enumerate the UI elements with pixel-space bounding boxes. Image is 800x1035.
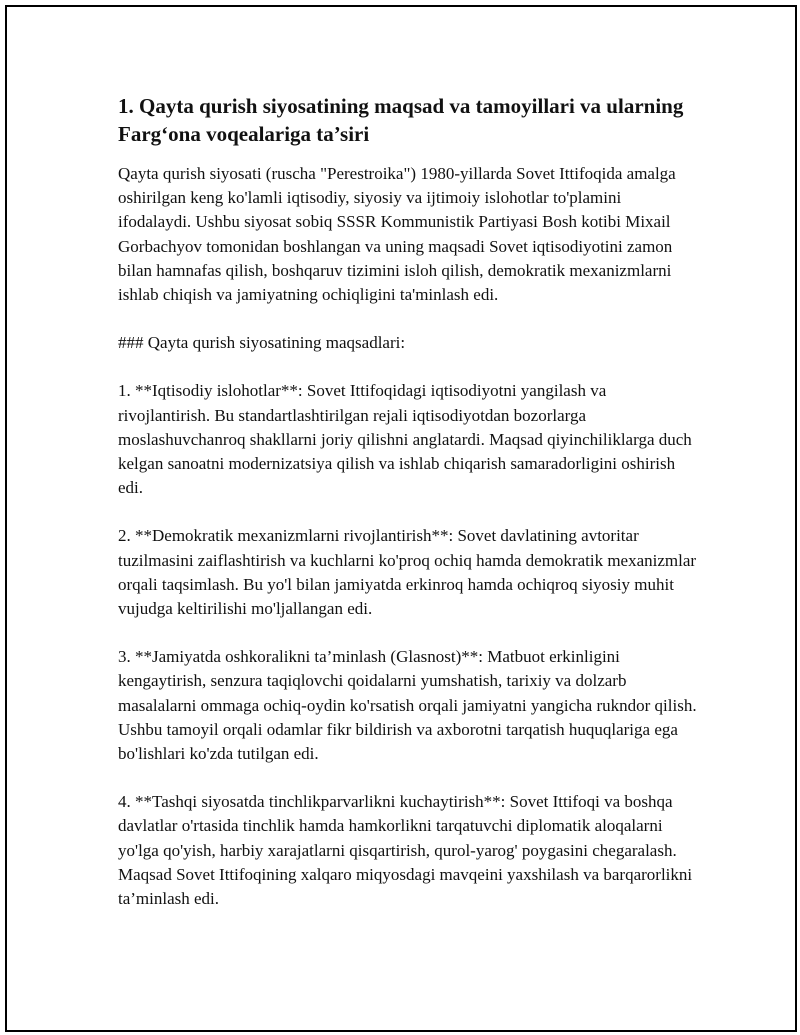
document-title: 1. Qayta qurish siyosatining maqsad va tamoyillari va ularning Farg‘ona voqealariga ta’siri (118, 94, 684, 146)
section-heading-paragraph: ### Qayta qurish siyosatining maqsadlari: (118, 333, 406, 353)
document-body (118, 92, 698, 935)
goal-1-paragraph: 1. **Iqtisodiy islohotlar**: Sovet Ittifoqidagi iqtisodiyotni yangilash va rivojlantirish. Bu standartlashtirilgan rejali iqtisodiyotdan bozorlarga moslashuvchanroq shakllarni joriy qilishni anglatardi. Maqsad qiyinchiliklarga duch kelgan sanoatni modernizatsiya qilish va ishlab chiqarish samaradorligini oshirish edi. (118, 381, 692, 498)
goal-3-paragraph: 3. **Jamiyatda oshkoralikni ta’minlash (Glasnost)**: Matbuot erkinligini kengaytirish, senzura taqiqlovchi qoidalarni yumshatish, tarixiy va dolzarb masalalarni ommaga ochiq-oydin ko'rsatish orqali jamiyatni yangicha rukndor qilish. Ushbu tamoyil orqali odamlar fikr bildirish va axborotni tarqatish huquqlariga ega bo'lishlari ko'zda tutilgan edi. (118, 647, 697, 764)
goal-2-paragraph: 2. **Demokratik mexanizmlarni rivojlantirish**: Sovet davlatining avtoritar tuzilmasini zaiflashtirish va kuchlarni ko'proq ochiq hamda demokratik mexanizmlar orqali taqsimlash. Bu yo'l bilan jamiyatda erkinroq hamda ochiqroq siyosiy muhit vujudga keltirilishi mo'ljallangan edi. (118, 526, 697, 619)
intro-paragraph: Qayta qurish siyosati (ruscha "Perestroika") 1980-yillarda Sovet Ittifoqida amalga oshirilgan keng ko'lamli iqtisodiy, siyosiy va ijtimoiy islohotlar to'plamini ifodalaydi. Ushbu siyosat sobiq SSSR Kommunistik Partiyasi Bosh kotibi Mixail Gorbachyov tomonidan boshlangan va uning maqsadi Sovet iqtisodiyotini zamon bilan hamnafas qilish, boshqaruv tizimini isloh qilish, demokratik mexanizmlarni ishlab chiqish va jamiyatning ochiqligini ta'minlash edi. (118, 164, 676, 305)
goal-4-paragraph: 4. **Tashqi siyosatda tinchlikparvarlikni kuchaytirish**: Sovet Ittifoqi va boshqa davlatlar o'rtasida tinchlik hamda hamkorlikni tarqatuvchi diplomatik aloqalarni yo'lga qo'yish, harbiy xarajatlarni qisqartirish, qurol-yarog' poygasini chegaralash. Maqsad Sovet Ittifoqining xalqaro miqyosdagi mavqeini yaxshilash va barqarorlikni ta’minlash edi. (118, 792, 693, 909)
